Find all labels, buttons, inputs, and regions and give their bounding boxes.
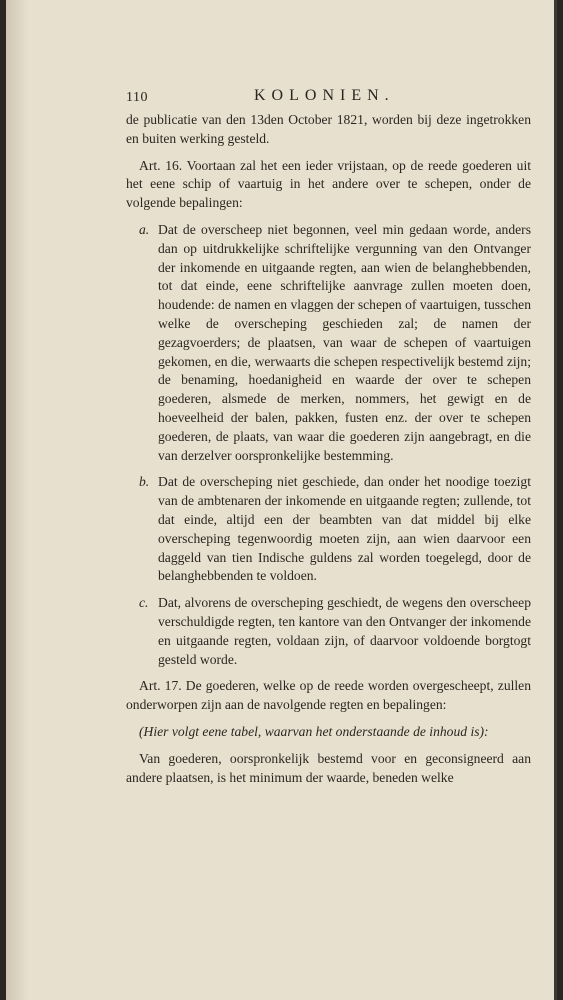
closing-paragraph: Van goederen, oorspronkelijk bestemd voor en geconsigneerd aan andere plaatsen, is het minimum der waarde, beneden welke: [126, 750, 531, 785]
provision-letter: a.: [139, 221, 150, 237]
running-head: [126, 85, 531, 111]
page-edge: [554, 0, 557, 1000]
table-note: (Hier volgt eene tabel, waarvan het onderstaande de inhoud is):: [139, 723, 489, 739]
page-heading: KOLONIEN.: [254, 87, 395, 104]
book-page: [6, 0, 557, 1000]
provision-text: Dat de overscheping niet geschiede, dan onder het noodige toezigt van de ambtenaren der inkomende en uitgaande regten; zullende, tot dat einde, altijd een der beambten van dat middel bij elke overscheping tegenwoordig moeten zijn, aan wien daarvoor een daggeld van tien Indische guldens zal worden toegelegd, door de belanghebbenden te voldoen.: [158, 474, 531, 584]
page-number: 110: [126, 90, 148, 105]
provision-text: Dat de overscheep niet begonnen, veel min gedaan worde, anders dan op uitdrukkelijke schriftelijke vergunning van den Ontvanger der inkomende en uitgaande regten, aan wien de belanghebbenden, tot dat einde, eene schriftelijke aanvrage zullen moeten doen, houdende: de namen en vlaggen der schepen of vaartuigen, tusschen welke de overscheping geschieden zal; de namen der gezagvoerders; de plaatsen, van waar de schepen of vaartuigen gekomen, en die, werwaarts die schepen respectivelijk bestemd zijn; de benaming, hoedanigheid en waarde der over te schepen goederen, alsmede de merken, nommers, het gewigt en de hoeveelheid der balen, pakken, fusten enz. der over te schepen goederen, de plaats, van waar die goederen zijn aangebragt, en die van derzelver oorspronkelijke bestemming.: [158, 221, 531, 463]
provision-a: [126, 221, 531, 465]
provision-text: Dat, alvorens de overscheping geschiedt, de wegens den overscheep verschuldigde regten, ten kantore van den Ontvanger der inkomende en uitgaande regten, voldaan zijn, of daarvoor voldoende borgtogt gesteld worde.: [158, 595, 531, 667]
provision-c: [126, 594, 531, 669]
article-17: Art. 17. De goederen, welke op de reede worden overgescheept, zullen onderworpen zijn aan de navolgende regten en bepalingen:: [126, 678, 531, 713]
provision-b: [126, 473, 531, 586]
page-text: [126, 85, 531, 787]
page-gutter: [6, 0, 28, 1000]
article-16: Art. 16. Voortaan zal het een ieder vrijstaan, op de reede goederen uit het eene schip of vaartuig in het andere over te schepen, onder de volgende bepalingen:: [126, 157, 531, 211]
provision-letter: c.: [139, 595, 149, 611]
provision-letter: b.: [139, 474, 150, 490]
opening-paragraph: de publicatie van den 13den October 1821, worden bij deze ingetrokken en buiten werking gesteld.: [126, 112, 531, 146]
